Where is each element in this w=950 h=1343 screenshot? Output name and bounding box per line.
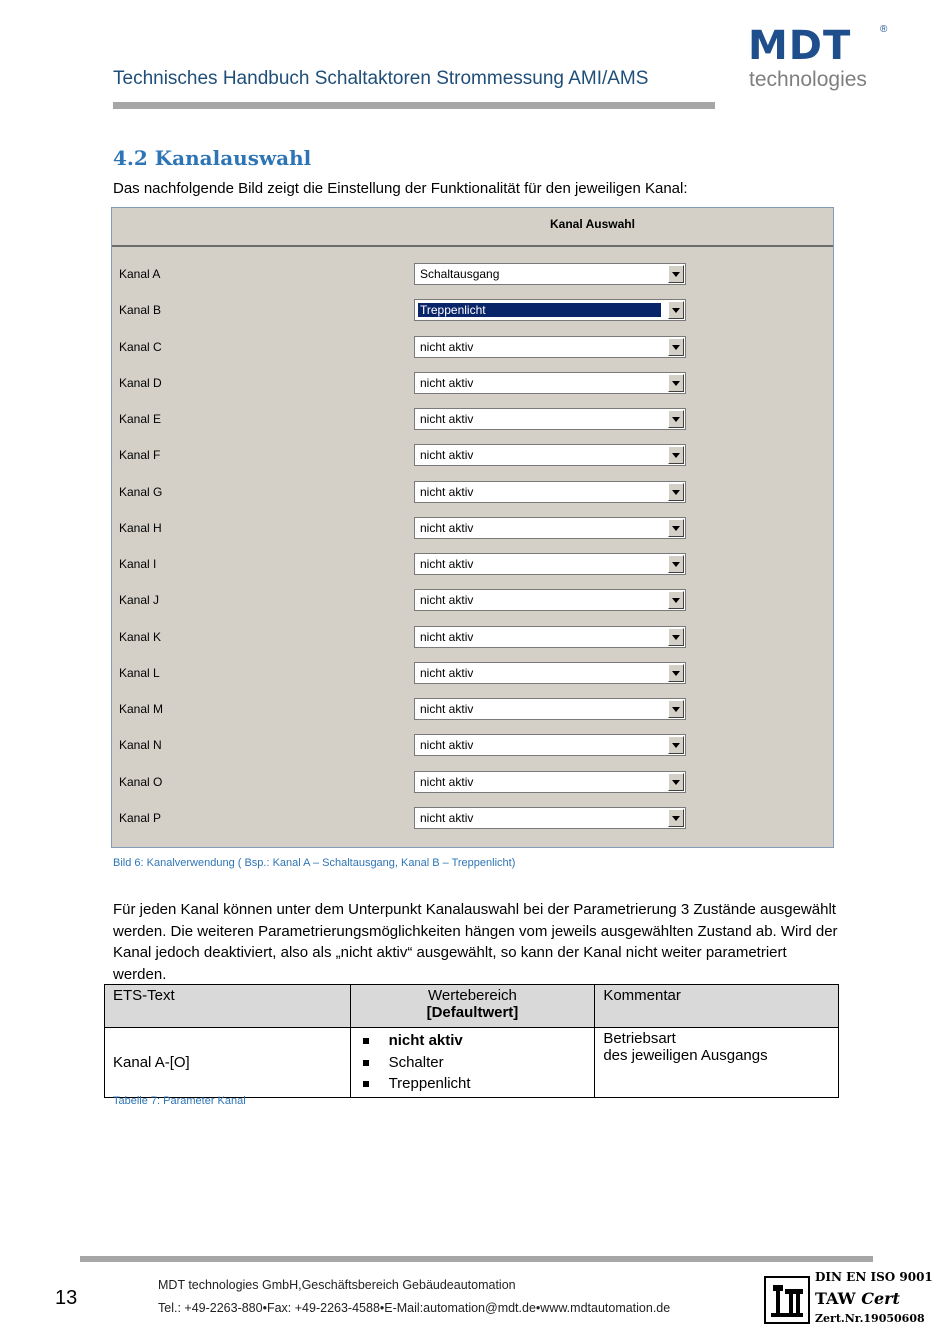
channel-select[interactable]: [414, 299, 686, 321]
channel-select-value: nicht aktiv: [420, 520, 474, 535]
footer-rule: [80, 1256, 873, 1262]
figure-caption: Bild 6: Kanalverwendung ( Bsp.: Kanal A – Schaltausgang, Kanal B – Treppenlicht): [113, 857, 516, 869]
certification-logo-icon: [763, 1275, 811, 1325]
header-ets-text: ETS-Text: [105, 985, 351, 1028]
dropdown-arrow-icon[interactable]: [668, 809, 684, 827]
dropdown-arrow-icon[interactable]: [668, 736, 684, 754]
channel-row: [112, 408, 833, 432]
channel-row: [112, 553, 833, 577]
logo-registered-mark: ®: [880, 24, 888, 35]
channel-row: [112, 372, 833, 396]
channel-label: Kanal P: [119, 810, 162, 825]
dropdown-arrow-icon[interactable]: [668, 519, 684, 537]
dropdown-arrow-icon[interactable]: [668, 338, 684, 356]
channel-select-value: nicht aktiv: [420, 738, 474, 753]
option-item: Schalter: [389, 1052, 587, 1074]
channel-select[interactable]: [414, 589, 686, 611]
dropdown-arrow-icon[interactable]: [668, 700, 684, 718]
channel-select-value: nicht aktiv: [420, 557, 474, 571]
table-header-row: [105, 985, 839, 1028]
kanal-auswahl-dialog: [111, 207, 834, 848]
channel-select[interactable]: [414, 517, 686, 539]
channel-row: [112, 444, 833, 468]
channel-label: Kanal F: [119, 448, 161, 463]
channel-select-value: nicht aktiv: [420, 702, 474, 716]
dropdown-arrow-icon[interactable]: [668, 664, 684, 682]
dropdown-arrow-icon[interactable]: [668, 265, 684, 283]
channel-label: Kanal H: [119, 520, 162, 535]
cell-ets-text: Kanal A-[O]: [105, 1028, 351, 1098]
channel-select[interactable]: [414, 263, 686, 285]
channel-select-value: nicht aktiv: [420, 810, 474, 825]
channel-select[interactable]: [414, 372, 686, 394]
channel-label: Kanal C: [119, 339, 162, 354]
cert-din-iso: DIN EN ISO 9001: [815, 1270, 933, 1284]
channel-row: [112, 626, 833, 650]
channel-select[interactable]: [414, 444, 686, 466]
channel-row: [112, 734, 833, 758]
header-rule: [113, 102, 715, 109]
channel-label: Kanal G: [119, 484, 163, 499]
channel-label: Kanal B: [119, 303, 162, 318]
channel-select[interactable]: [414, 698, 686, 720]
dropdown-arrow-icon[interactable]: [668, 628, 684, 646]
dropdown-arrow-icon[interactable]: [668, 773, 684, 791]
channel-label: Kanal N: [119, 738, 162, 753]
option-list: [359, 1030, 587, 1095]
channel-row: [112, 481, 833, 505]
channel-select-value: nicht aktiv: [420, 665, 474, 680]
cert-taw: TAW Cert: [815, 1289, 900, 1308]
channel-select[interactable]: [414, 481, 686, 503]
page-number: 13: [55, 1287, 78, 1309]
channel-select-value: nicht aktiv: [420, 484, 474, 499]
channel-select-value: nicht aktiv: [420, 412, 474, 426]
header-defaultwert: [Defaultwert]: [426, 1004, 519, 1021]
channel-select-value: Schaltausgang: [420, 267, 500, 281]
channel-select[interactable]: [414, 734, 686, 756]
footer-company: MDT technologies GmbH,Geschäftsbereich Gebäudeautomation: [158, 1278, 516, 1292]
mdt-logo: [748, 24, 893, 96]
footer-contact: Tel.: +49-2263-880•Fax: +49-2263-4588•E-Mail:automation@mdt.de•www.mdtautomation.de: [158, 1301, 671, 1315]
body-paragraph: Für jeden Kanal können unter dem Unterpunkt Kanalauswahl bei der Parametrierung 3 Zustände ausgewählt werden. Die weiteren Parametrierungsmöglichkeiten hängen vom jeweils ausgewählten Zustand ab. Wird der Kanal jedoch deaktiviert, also als „nicht aktiv“ ausgewählt, so kann der Kanal nicht weiter parametriert werden.: [113, 901, 838, 983]
channel-select-value: nicht aktiv: [420, 375, 474, 390]
cert-number: Zert.Nr.19050608: [815, 1312, 925, 1325]
channel-label: Kanal M: [119, 702, 164, 716]
channel-row: [112, 589, 833, 613]
channel-select-value: nicht aktiv: [420, 593, 474, 608]
table-caption: Tabelle 7: Parameter Kanal: [113, 1095, 246, 1107]
channel-select-value: nicht aktiv: [420, 629, 474, 644]
channel-select[interactable]: [414, 408, 686, 430]
channel-select-value: nicht aktiv: [420, 774, 474, 789]
dropdown-arrow-icon[interactable]: [668, 374, 684, 392]
channel-select[interactable]: [414, 553, 686, 575]
channel-row: [112, 771, 833, 795]
dropdown-arrow-icon[interactable]: [668, 301, 684, 319]
channel-select-value: nicht aktiv: [420, 339, 474, 354]
dropdown-arrow-icon[interactable]: [668, 591, 684, 609]
dropdown-arrow-icon[interactable]: [668, 555, 684, 573]
dropdown-arrow-icon[interactable]: [668, 483, 684, 501]
channel-select-value: nicht aktiv: [420, 448, 474, 463]
cell-kommentar: Betriebsart des jeweiligen Ausgangs: [595, 1028, 839, 1098]
dialog-title-rule: [112, 245, 833, 247]
logo-subtitle: technologies: [749, 68, 867, 91]
channel-select[interactable]: [414, 771, 686, 793]
channel-row: [112, 336, 833, 360]
channel-label: Kanal E: [119, 412, 162, 426]
channel-row: [112, 662, 833, 686]
option-item: Treppenlicht: [389, 1073, 587, 1095]
parameter-table: [104, 984, 839, 1093]
header-wertebereich: Wertebereich [Defaultwert]: [350, 985, 595, 1028]
dialog-title: Kanal Auswahl: [550, 217, 635, 231]
channel-row: [112, 299, 833, 323]
channel-label: Kanal O: [119, 774, 163, 789]
channel-select-value: Treppenlicht: [418, 303, 661, 317]
channel-row: [112, 807, 833, 831]
cell-wertebereich: [350, 1028, 595, 1098]
channel-row: [112, 517, 833, 541]
logo-wordmark: MDT: [748, 23, 852, 69]
channel-row: [112, 263, 833, 287]
channel-select[interactable]: [414, 662, 686, 684]
section-heading: 4.2 Kanalauswahl: [113, 146, 312, 170]
header-kommentar: Kommentar: [595, 985, 839, 1028]
channel-select[interactable]: [414, 807, 686, 829]
channel-label: Kanal L: [119, 665, 160, 680]
section-intro: Das nachfolgende Bild zeigt die Einstellung der Funktionalität für den jeweiligen Kanal:: [113, 180, 688, 197]
dropdown-arrow-icon[interactable]: [668, 446, 684, 464]
option-item: nicht aktiv: [389, 1030, 587, 1052]
table-row: [105, 1028, 839, 1098]
channel-select[interactable]: [414, 336, 686, 358]
channel-label: Kanal J: [119, 593, 160, 608]
channel-label: Kanal A: [119, 267, 161, 281]
channel-label: Kanal I: [119, 557, 157, 571]
channel-row: [112, 698, 833, 722]
document-title: Technisches Handbuch Schaltaktoren Strommessung AMI/AMS: [113, 68, 649, 89]
channel-select[interactable]: [414, 626, 686, 648]
channel-label: Kanal D: [119, 375, 162, 390]
channel-label: Kanal K: [119, 629, 162, 644]
dropdown-arrow-icon[interactable]: [668, 410, 684, 428]
